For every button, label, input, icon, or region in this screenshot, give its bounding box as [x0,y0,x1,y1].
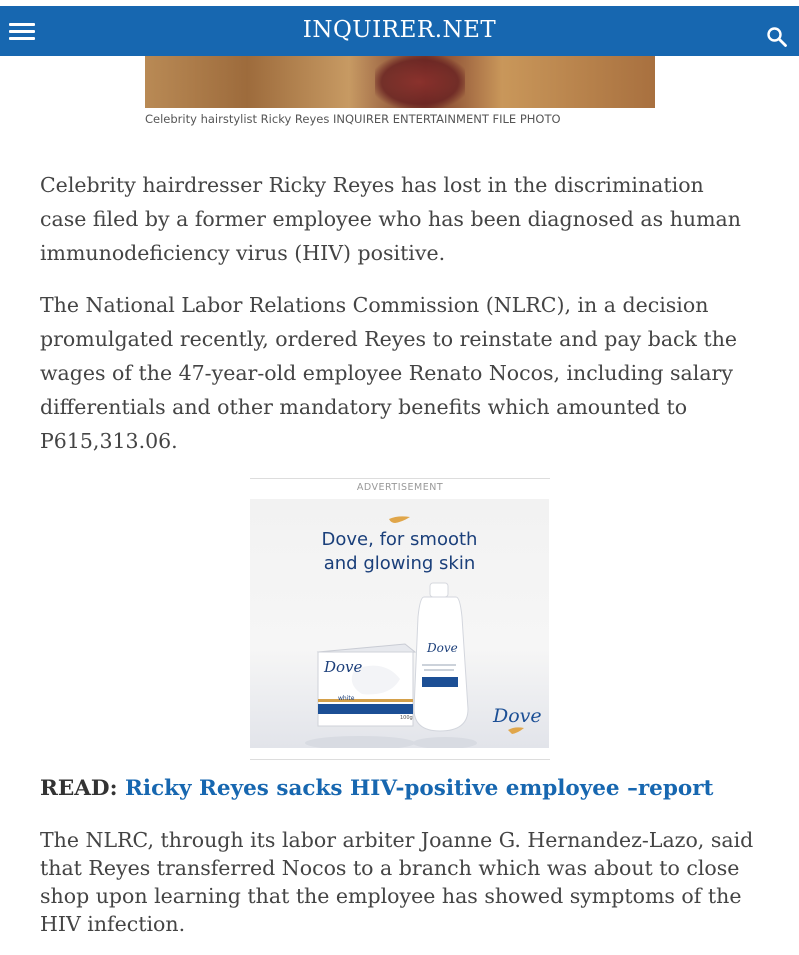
related-article [40,776,713,801]
ad-headline-line-1: Dove, for smooth [321,529,478,550]
advertisement-label: ADVERTISEMENT [356,482,444,493]
photo-caption: Celebrity hairstylist Ricky Reyes INQUIRER ENTERTAINMENT FILE PHOTO [145,112,561,126]
read-label: READ: [40,776,118,801]
article-photo [145,56,655,108]
svg-text:white: white [338,695,355,702]
body-wash-bottle [414,583,468,731]
article-paragraph-3: The NLRC, through its labor arbiter Joanne G. Hernandez-Lazo, said that Reyes transferred Nocos to a branch which was about to close shop upon learning that the employee has showed symptoms of the HIV infection. [40,828,754,936]
ad-divider-bottom [250,759,550,760]
soap-bar-box [318,644,415,726]
top-navigation-bar [0,6,799,56]
related-article-link[interactable]: Ricky Reyes sacks HIV-positive employee –report [125,776,714,801]
ad-headline [250,528,549,576]
dove-bird-logo-icon [389,516,410,523]
ad-headline-line-2: and glowing skin [323,553,476,574]
ad-divider-top [250,478,550,479]
search-icon[interactable] [765,25,789,49]
site-logo[interactable]: INQUIRER.NET [302,17,497,43]
article-paragraph-2: The National Labor Relations Commission (NLRC), in a decision promulgated recently, ordered Reyes to reinstate and pay back the wages of the 47-year-old employee Renato Nocos, including salary differentials and other mandatory benefits which amounted to P615,313.06. [40,293,738,453]
article-paragraph-1: Celebrity hairdresser Ricky Reyes has lost in the discrimination case filed by a former employee who has been diagnosed as human immunodeficiency virus (HIV) positive. [40,173,741,265]
advertisement-banner[interactable] [250,499,549,748]
svg-text:Dove: Dove [427,641,458,655]
svg-text:Dove: Dove [493,705,542,727]
svg-text:Dove: Dove [324,658,363,676]
svg-text:100g: 100g [400,715,413,721]
